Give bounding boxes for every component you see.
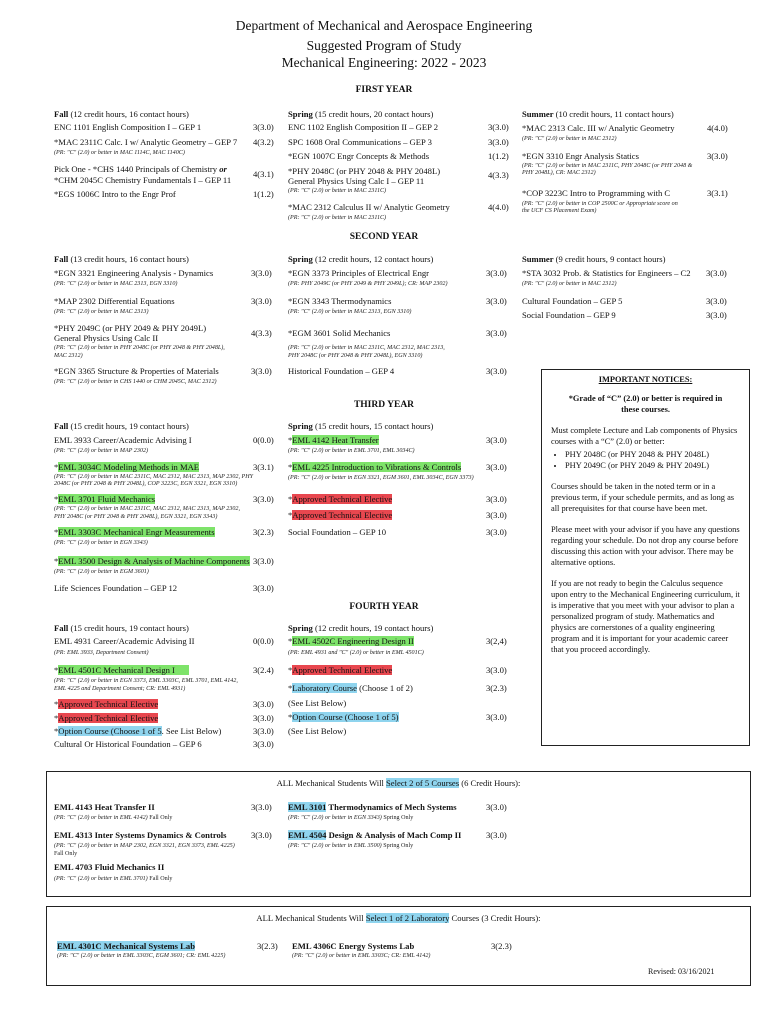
lab-courses-title: ALL Mechanical Students Will Select 1 of 2 Laboratory Courses (3 Credit Hours):	[256, 913, 541, 923]
course-row: ENC 1101 English Composition I – GEP 1	[54, 122, 202, 132]
prerequisite-note: (PR: "C" (2.0) or better in MAC 2312)	[522, 281, 617, 287]
prerequisite-note: PHY 2048L), CR: MAC 2312)	[522, 170, 596, 176]
third-year-heading: THIRD YEAR	[353, 400, 415, 410]
credit-hours: 4(3.2)	[253, 137, 274, 147]
course-row: *MAC 2311C Calc. I w/ Analytic Geometry – GEP 7	[54, 137, 238, 147]
required-course-highlight: EML 4225 Introduction to Vibrations & Controls	[292, 462, 462, 472]
required-course-highlight: EML 3303C Mechanical Engr Measurements	[58, 527, 215, 537]
y2-spring-heading: Spring (12 credit hours, 12 contact hours)	[288, 254, 434, 264]
course-row: *MAP 2302 Differential Equations	[54, 296, 175, 306]
prerequisite-note: (PR: "C" (2.0) or better in EML 3701) Fall Only	[54, 876, 173, 882]
prerequisite-note: (PR: "C" (2.0) or better in EGN 3373, EML 3303C, EML 3701, EML 4142,	[54, 678, 238, 684]
prerequisite-note: (PR: "C" (2.0) or better in MAC 2311C, MAC 2312, MAC 2313, MAP 2302,	[54, 506, 240, 512]
prerequisite-note: (PR: "C" (2.0) or better in EGN 3343)	[54, 540, 148, 546]
physics-course-item: • PHY 2049C (or PHY 2049 & PHY 2049L)	[565, 460, 740, 471]
lab-course-row: EML 4306C Energy Systems Lab	[292, 941, 415, 951]
course-row: *EGN 3310 Engr Analysis Statics	[522, 151, 639, 161]
credit-hours: 3(3.0)	[486, 510, 507, 520]
option-course-highlight: Option Course (Choose 1 of 5)	[292, 712, 399, 722]
prerequisite-note: EML 4225 and Department Consent; CR: EML 4931)	[54, 686, 186, 692]
prerequisite-note: (PR: "C" (2.0) or better in CHS 1440 or CHM 2045C, MAC 2312)	[54, 379, 217, 385]
technical-elective-highlight: Approved Technical Elective	[292, 494, 393, 504]
lab-course-highlight: Laboratory Course	[292, 683, 357, 693]
program-year: Mechanical Engineering: 2022 - 2023	[281, 55, 487, 70]
course-row: *Approved Technical Elective	[288, 665, 393, 675]
credit-hours: 4(3.3)	[488, 170, 509, 180]
prerequisite-note: PHY 2048C (or PHY 2048 & PHY 2048L), EGN 3310)	[288, 353, 423, 359]
prerequisite-note: (PR: "C" (2.0) or better in MAP 2302, EGN 3321, EGN 3373, EML 4225)	[54, 843, 235, 849]
fourth-year-heading: FOURTH YEAR	[349, 602, 419, 612]
option-course-row: EML 3101 Thermodynamics of Mech Systems	[288, 802, 457, 812]
notices-title: IMPORTANT NOTICES:	[598, 375, 693, 384]
prerequisite-note: the UCF CS Placement Exam)	[522, 208, 597, 214]
course-row: *EGN 3321 Engineering Analysis - Dynamics	[54, 268, 214, 278]
course-row: *Approved Technical Elective	[288, 510, 393, 520]
course-row: (See List Below)	[288, 698, 347, 708]
prerequisite-note: (PR: "C" (2.0) or better in COP 2500C or Appropriate score on	[522, 201, 678, 207]
course-row: *EGN 1007C Engr Concepts & Methods	[288, 151, 430, 161]
credit-hours: 3(2.3)	[486, 683, 507, 693]
prerequisite-note: (PR: "C" (2.0) or better in PHY 2048C (or PHY 2048 & PHY 2048L),	[54, 345, 225, 351]
credit-hours: 3(3.0)	[486, 462, 507, 472]
prerequisite-note: (PR: PHY 2049C (or PHY 2049 & PHY 2049L); CR: MAP 2302)	[288, 281, 448, 287]
course-row: *EGN 3373 Principles of Electrical Engr	[288, 268, 430, 278]
prerequisite-note: (PR: "C" (2.0) or better in EML 3303C; CR: EML 4142)	[292, 953, 431, 959]
course-row: *MAC 2313 Calc. III w/ Analytic Geometry	[522, 123, 675, 133]
lab-course-row: EML 4301C Mechanical Systems Lab	[57, 941, 195, 951]
y1-spring-heading: Spring (15 credit hours, 20 contact hours)	[288, 109, 434, 119]
required-course-highlight: EML 4502C Engineering Design II	[292, 636, 414, 646]
credit-hours: 3(3.0)	[253, 556, 274, 566]
course-row: *EML 3701 Fluid Mechanics	[54, 494, 156, 504]
course-row: *COP 3223C Intro to Programming with C	[522, 188, 671, 198]
credit-hours: 3(3.0)	[251, 366, 272, 376]
credit-hours: 3(3.0)	[706, 296, 727, 306]
prerequisite-note: (PR: "C" (2.0) or better in MAC 2311C, PHY 2048C (or PHY 2048 &	[522, 163, 693, 169]
credit-hours: 4(4.0)	[707, 123, 728, 133]
technical-elective-highlight: Approved Technical Elective	[58, 699, 159, 709]
credit-hours: 3(3.0)	[486, 665, 507, 675]
course-row: General Physics Using Calc I – GEP 11	[288, 176, 425, 186]
y3-spring-heading: Spring (15 credit hours, 15 contact hours)	[288, 421, 434, 431]
credit-hours: 3(3.0)	[486, 268, 507, 278]
credit-hours: 3(2.3)	[253, 527, 274, 537]
physics-requirement-note: Must complete Lecture and Lab components of Physics courses with a “C” (2.0) or better:	[551, 426, 738, 446]
option-course-highlight: Option Course (Choose 1 of 5	[58, 726, 162, 736]
required-course-highlight: EML 3034C Modeling Methods in MAE	[58, 462, 200, 472]
course-row: General Physics Using Calc II	[54, 333, 159, 343]
option-courses-title: ALL Mechanical Students Will Select 2 of 5 Courses (6 Credit Hours):	[276, 778, 521, 788]
credit-hours: 3(3.0)	[253, 713, 274, 723]
credit-hours: 3(2.4)	[253, 665, 274, 675]
credit-hours: 3(3.0)	[486, 494, 507, 504]
course-row: Cultural Or Historical Foundation – GEP 6	[54, 739, 202, 749]
option-course-row: EML 4703 Fluid Mechanics II	[54, 862, 165, 872]
credit-hours: 3(3.1)	[707, 188, 728, 198]
prerequisite-note: (PR: "C" (2.0) or better in MAC 2312)	[522, 136, 617, 142]
y1-fall-heading: Fall (12 credit hours, 16 contact hours)	[54, 109, 189, 119]
advisor-notice: Please meet with your advisor if you have any questions regarding your schedule. Do not drop any course before discussing this action with your advisor. There may be alternative options.	[551, 525, 740, 567]
credit-hours: 1(1.2)	[253, 189, 274, 199]
credit-hours: 3(3.0)	[253, 122, 274, 132]
course-row: *EML 3034C Modeling Methods in MAE	[54, 462, 200, 472]
prerequisite-note: (PR: "C" (2.0) or better in MAC 2311C, MAC 2312, MAC 2313, MAP 2302, PHY	[54, 474, 254, 480]
prerequisite-note: (PR: "C" (2.0) or better in MAC 1114C, MAC 1140C)	[54, 150, 185, 156]
credit-hours: 3(3.0)	[486, 527, 507, 537]
prerequisite-note: (PR: "C" (2.0) or better in EML 3500) Spring Only	[288, 843, 414, 849]
credit-hours: 3(3.0)	[488, 122, 509, 132]
course-row: *Option Course (Choose 1 of 5)	[288, 712, 399, 722]
y1-summer-heading: Summer (10 credit hours, 11 contact hours)	[522, 109, 674, 119]
course-row: *CHM 2045C Chemistry Fundamentals I – GEP 11	[54, 175, 232, 185]
course-row: *STA 3032 Prob. & Statistics for Engineers – C2	[522, 268, 691, 278]
course-row: Pick One - *CHS 1440 Principals of Chemistry or	[54, 164, 227, 174]
credit-hours: 3(3.0)	[486, 366, 507, 376]
course-row: Social Foundation – GEP 10	[288, 527, 387, 537]
technical-elective-highlight: Approved Technical Elective	[292, 510, 393, 520]
required-course-highlight: EML 3500 Design & Analysis of Machine Components	[58, 556, 250, 566]
required-course-highlight: EML 3701 Fluid Mechanics	[58, 494, 156, 504]
option-course-row: EML 4143 Heat Transfer II	[54, 802, 155, 812]
credit-hours: 3(2,4)	[486, 636, 507, 646]
credit-hours: 4(3.3)	[251, 328, 272, 338]
term-notice: Courses should be taken in the noted term or in a previous term, if your schedule permits, and as long as all prerequisites for that course have been met.	[551, 482, 735, 513]
course-row: Life Sciences Foundation – GEP 12	[54, 583, 178, 593]
course-row: *PHY 2048C (or PHY 2048 & PHY 2048L)	[288, 166, 441, 176]
option-course-row: EML 4313 Inter Systems Dynamics & Controls	[54, 830, 227, 840]
course-row: *Option Course (Choose 1 of 5. See List Below)	[54, 726, 222, 736]
course-row: ENC 1102 English Composition II – GEP 2	[288, 122, 438, 132]
option-course-row: EML 4504 Design & Analysis of Mach Comp II	[288, 830, 462, 840]
credit-hours: 3(3.0)	[253, 699, 274, 709]
y2-summer-heading: Summer (9 credit hours, 9 contact hours)	[522, 254, 666, 264]
course-row: *Approved Technical Elective	[288, 494, 393, 504]
course-row: *EML 4225 Introduction to Vibrations & Controls	[288, 462, 462, 472]
credit-hours: 3(3.0)	[486, 328, 507, 338]
credit-hours: 3(3.0)	[706, 268, 727, 278]
prerequisite-note: (PR: "C" (2.0) or better in MAP 2302)	[54, 448, 149, 454]
credit-hours: 3(3.0)	[486, 802, 507, 812]
prerequisite-note: (PR: "C" (2.0) or better in EGM 3601)	[54, 569, 149, 575]
credit-hours: 3(2.3)	[491, 941, 512, 951]
credit-hours: 3(3.0)	[488, 137, 509, 147]
prerequisite-note: (PR: "C" (2.0) or better in MAC 2311C, MAC 2312, MAC 2313,	[288, 345, 445, 351]
credit-hours: 3(3.0)	[486, 435, 507, 445]
prerequisite-note: (PR: "C" (2.0) or better in EGN 3343) Spring Only	[288, 815, 414, 821]
important-notices-box	[541, 369, 750, 746]
prerequisite-note: (PR: "C" (2.0) or better in MAC 2313, EGN 3310)	[288, 309, 412, 315]
credit-hours: 3(3.1)	[253, 462, 274, 472]
course-row: *EGN 3365 Structure & Properties of Materials	[54, 366, 219, 376]
course-row: *EML 3303C Mechanical Engr Measurements	[54, 527, 215, 537]
credit-hours: 4(3.1)	[253, 169, 274, 179]
credit-hours: 3(3.0)	[251, 296, 272, 306]
prerequisite-note: (PR: "C" (2.0) or better in EML 4142) Fall Only	[54, 815, 173, 821]
second-year-heading: SECOND YEAR	[349, 232, 419, 242]
credit-hours: 3(2.3)	[257, 941, 278, 951]
physics-course-list	[551, 449, 740, 471]
credit-hours: 0(0.0)	[253, 636, 274, 646]
course-row: EML 4931 Career/Academic Advising II	[54, 636, 195, 646]
prerequisite-note: MAC 2312)	[54, 353, 83, 359]
required-course-highlight: EML 4501C Mechanical Design I	[58, 665, 189, 675]
course-row: Historical Foundation – GEP 4	[288, 366, 395, 376]
course-row: *Approved Technical Elective	[54, 699, 159, 709]
physics-course-item: • PHY 2048C (or PHY 2048 & PHY 2048L)	[565, 449, 740, 460]
prerequisite-note: (PR: "C" (2.0) or better in MAC 2311C)	[288, 188, 387, 194]
credit-hours: 3(3.0)	[251, 802, 272, 812]
course-row: *EGM 3601 Solid Mechanics	[288, 328, 391, 338]
credit-hours: 3(3.0)	[706, 310, 727, 320]
credit-hours: 3(3.0)	[486, 296, 507, 306]
course-row: *EML 4501C Mechanical Design I	[54, 665, 189, 675]
course-row: *EGN 3343 Thermodynamics	[288, 296, 392, 306]
course-row: (See List Below)	[288, 726, 347, 736]
technical-elective-highlight: Approved Technical Elective	[292, 665, 393, 675]
prerequisite-note: (PR: "C" (2.0) or better in EML 3701, EML 3034C)	[288, 448, 415, 454]
y2-fall-heading: Fall (13 credit hours, 16 contact hours)	[54, 254, 189, 264]
credit-hours: 3(3.0)	[486, 712, 507, 722]
credit-hours: 3(3.0)	[486, 830, 507, 840]
prerequisite-note: (PR: "C" (2.0) or better in MAC 2313)	[54, 309, 149, 315]
credit-hours: 0(0.0)	[253, 435, 274, 445]
y4-fall-heading: Fall (15 credit hours, 19 contact hours)	[54, 623, 189, 633]
course-row: *EGS 1006C Intro to the Engr Prof	[54, 189, 176, 199]
credit-hours: 3(3.0)	[251, 830, 272, 840]
prerequisite-note: (PR: "C" (2.0) or better in MAC 2311C)	[288, 215, 387, 221]
term-availability-note: Fall Only	[54, 851, 78, 857]
y4-spring-heading: Spring (12 credit hours, 19 contact hours)	[288, 623, 434, 633]
course-row: *EML 3500 Design & Analysis of Machine Components	[54, 556, 250, 566]
program-title: Suggested Program of Study	[306, 38, 462, 53]
prerequisite-note: (PR: "C" (2.0) or better in MAC 2313, EGN 3310)	[54, 281, 178, 287]
prerequisite-note: (PR: "C" (2.0) or better in EML 3303C, EGM 3601; CR: EML 4225)	[57, 953, 226, 959]
grade-requirement-note: *Grade of “C” (2.0) or better is required in these courses.	[568, 394, 723, 414]
course-row: Cultural Foundation – GEP 5	[522, 296, 623, 306]
credit-hours: 3(3.0)	[251, 268, 272, 278]
first-year-heading: FIRST YEAR	[355, 85, 413, 95]
credit-hours: 3(3.0)	[253, 726, 274, 736]
credit-hours: 3(3.0)	[253, 583, 274, 593]
course-row: EML 3933 Career/Academic Advising I	[54, 435, 192, 445]
calculus-notice: If you are not ready to begin the Calculus sequence upon entry to the Mechanical Engineering curriculum, it is imperative that you meet with your advisor to plan a personalized program of study. Mathematics and physics are cornerstones of a quality engineering program and it is important for your academic career that you proceed accordingly.	[551, 579, 740, 654]
credit-hours: 3(3.0)	[253, 494, 274, 504]
course-row: Social Foundation – GEP 9	[522, 310, 616, 320]
course-row: *MAC 2312 Calculus II w/ Analytic Geometry	[288, 202, 450, 212]
course-row: *EML 4142 Heat Transfer	[288, 435, 379, 445]
prerequisite-note: (PR: EML 4931 and "C" (2.0) or better in EML 4501C)	[288, 650, 424, 656]
revision-date: Revised: 03/16/2021	[648, 967, 715, 976]
prerequisite-note: PHY 2048C (or PHY 2048 & PHY 2048L), EGN 3321, EGN 3343)	[54, 514, 218, 520]
department-title: Department of Mechanical and Aerospace Engineering	[235, 18, 533, 33]
course-row: *Laboratory Course (Choose 1 of 2)	[288, 683, 413, 693]
credit-hours: 3(3.0)	[253, 739, 274, 749]
prerequisite-note: 2048C (or PHY 2048 & PHY 2048L), COP 3223C, EGN 3321, EGN 3310)	[54, 481, 238, 487]
credit-hours: 3(3.0)	[707, 151, 728, 161]
credit-hours: 4(4.0)	[488, 202, 509, 212]
prerequisite-note: (PR: EML 3933, Department Consent)	[54, 650, 149, 656]
y3-fall-heading: Fall (15 credit hours, 19 contact hours)	[54, 421, 189, 431]
technical-elective-highlight: Approved Technical Elective	[58, 713, 159, 723]
course-row: SPC 1608 Oral Communications – GEP 3	[288, 137, 432, 147]
required-course-highlight: EML 4142 Heat Transfer	[292, 435, 379, 445]
course-row: *Approved Technical Elective	[54, 713, 159, 723]
course-row: *EML 4502C Engineering Design II	[288, 636, 414, 646]
course-row: *PHY 2049C (or PHY 2049 & PHY 2049L)	[54, 323, 207, 333]
credit-hours: 1(1.2)	[488, 151, 509, 161]
prerequisite-note: (PR: "C" (2.0) or better in EGN 3321, EGM 3601, EML 3034C, EGN 3373)	[288, 475, 474, 481]
